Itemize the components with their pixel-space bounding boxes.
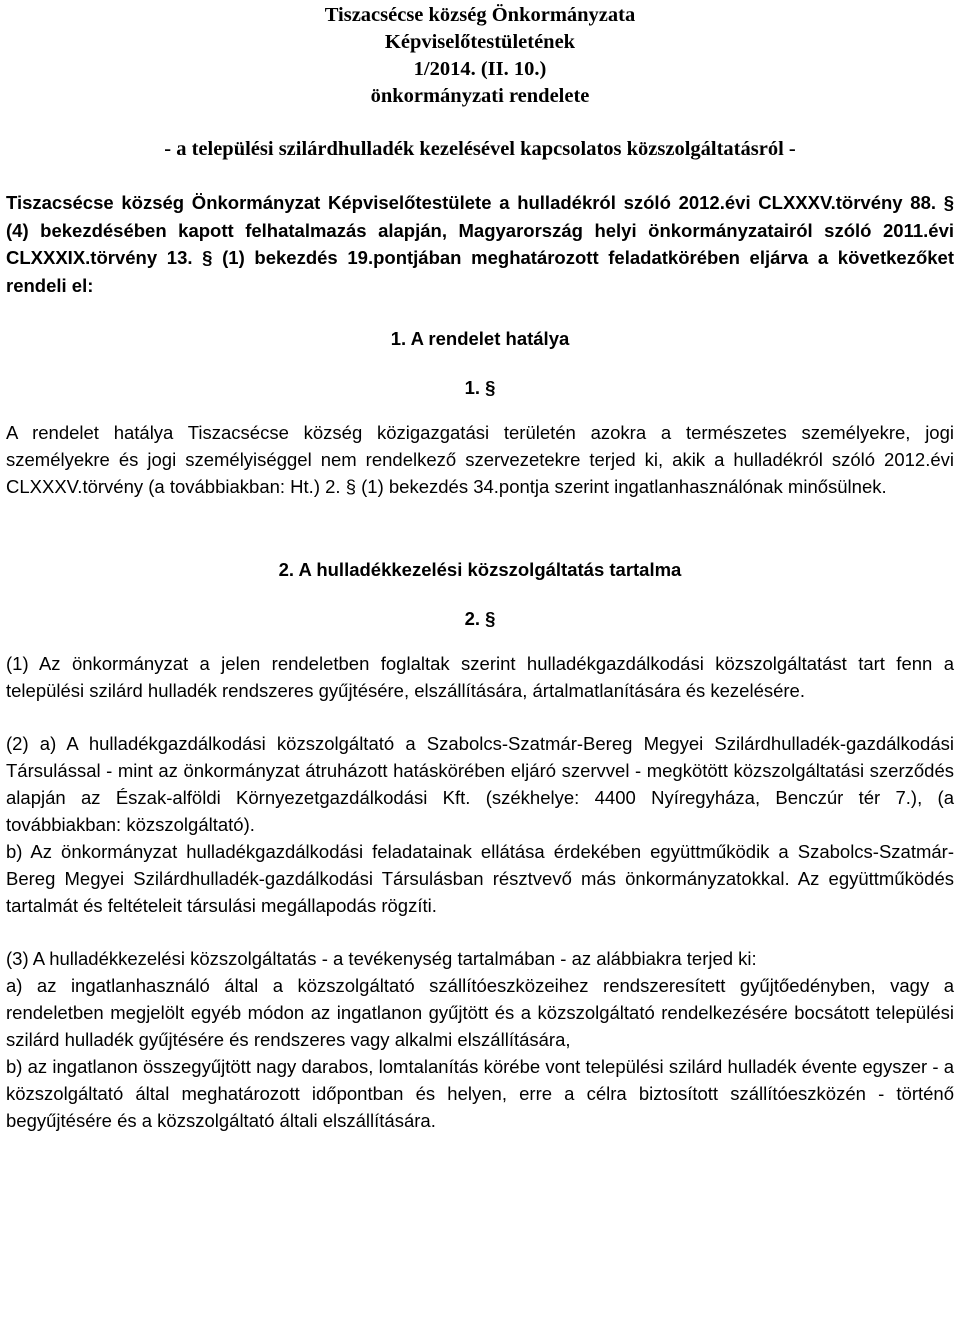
section-2-paragraph-3b: b) az ingatlanon összegyűjtött nagy darabos, lomtalanítás körébe vont települési szilárd hulladék évente egyszer - a közszolgáltató által meghatározott időpontban és helyen, erre a célra biztosított szállítóeszközén - történő begyűjtésére és a közszolgáltató általi elszállítására. [6,1056,954,1131]
section-2-paragraph-sign: 2. § [464,608,496,629]
section-2-paragraph-2b: b) Az önkormányzat hulladékgazdálkodási feladatainak ellátása érdekében együttműködik a Szabolcs-Szatmár-Bereg Megyei Szilárdhulladék-gazdálkodási Társulásban résztvevő más önkormányzatokkal. Az együttműködés tartalmát és feltételeit társulási megállapodás rögzíti. [6,841,954,916]
issuer-name: Tiszacsécse község Önkormányzata [324,4,636,26]
section-1-heading: 1. A rendelet hatálya [390,328,570,349]
decree-subtitle: - a települési szilárdhulladék kezelésével kapcsolatos közszolgáltatásról - [164,138,796,160]
section-2-paragraph-1: (1) Az önkormányzat a jelen rendeletben foglaltak szerint hulladékgazdálkodási közszolgáltatást tart fenn a települési szilárd hulladék rendszeres gyűjtésére, elszállítására, ártalmatlanítására és kezelésére. [6,653,954,701]
issuer-body: Képviselőtestületének [384,31,576,53]
section-2-heading: 2. A hulladékkezelési közszolgáltatás tartalma [278,559,682,580]
section-2-paragraph-3a: a) az ingatlanhasználó által a közszolgáltató szállítóeszközeihez rendszeresített gyűjtőedényben, vagy a rendeletben megjelölt egyéb módon az ingatlanon gyűjtött és a közszolgáltató rendelkezésére bocsátott települési szilárd hulladék gyűjtésére és rendszeres vagy alkalmi elszállítására, [6,975,954,1050]
section-2-paragraph-2a: (2) a) A hulladékgazdálkodási közszolgáltató a Szabolcs-Szatmár-Bereg Megyei Szilárdhulladék-gazdálkodási Társulással - mint az önkormányzat átruházott hatáskörében eljáró szervvel - megkötött közszolgáltatási szerződés alapján az Észak-alföldi Környezetgazdálkodási Kft. (székhelye: 4400 Nyíregyháza, Benczúr tér 7.), (a továbbiakban: közszolgáltató). [6,733,954,835]
section-1-text: A rendelet hatálya Tiszacsécse község közigazgatási területén azokra a természetes személyekre, jogi személyekre és jogi személyiséggel nem rendelkező szervezetekre terjed ki, akik a hulladékról szóló 2012.évi CLXXXV.törvény (a továbbiakban: Ht.) 2. § (1) bekezdés 34.pontja szerint ingatlanhasználónak minősülnek. [6,422,954,497]
decree-type: önkormányzati rendelete [370,85,590,107]
preamble: Tiszacsécse község Önkormányzat Képviselőtestülete a hulladékról szóló 2012.évi CLXXXV.törvény 88. § (4) bekezdésében kapott felhatalmazás alapján, Magyarország helyi önkormányzatairól szóló 2011.évi CLXXXIX.törvény 13. § (1) bekezdés 19.pontjában meghatározott feladatkörében eljárva a következőket rendeli el: [6,192,954,296]
section-1-paragraph-sign: 1. § [464,377,496,398]
document-header [6,2,954,163]
section-2-paragraph-3: (3) A hulladékkezelési közszolgáltatás - a tevékenység tartalmában - az alábbiakra terjed ki: [6,948,757,969]
decree-number: 1/2014. (II. 10.) [413,58,547,80]
